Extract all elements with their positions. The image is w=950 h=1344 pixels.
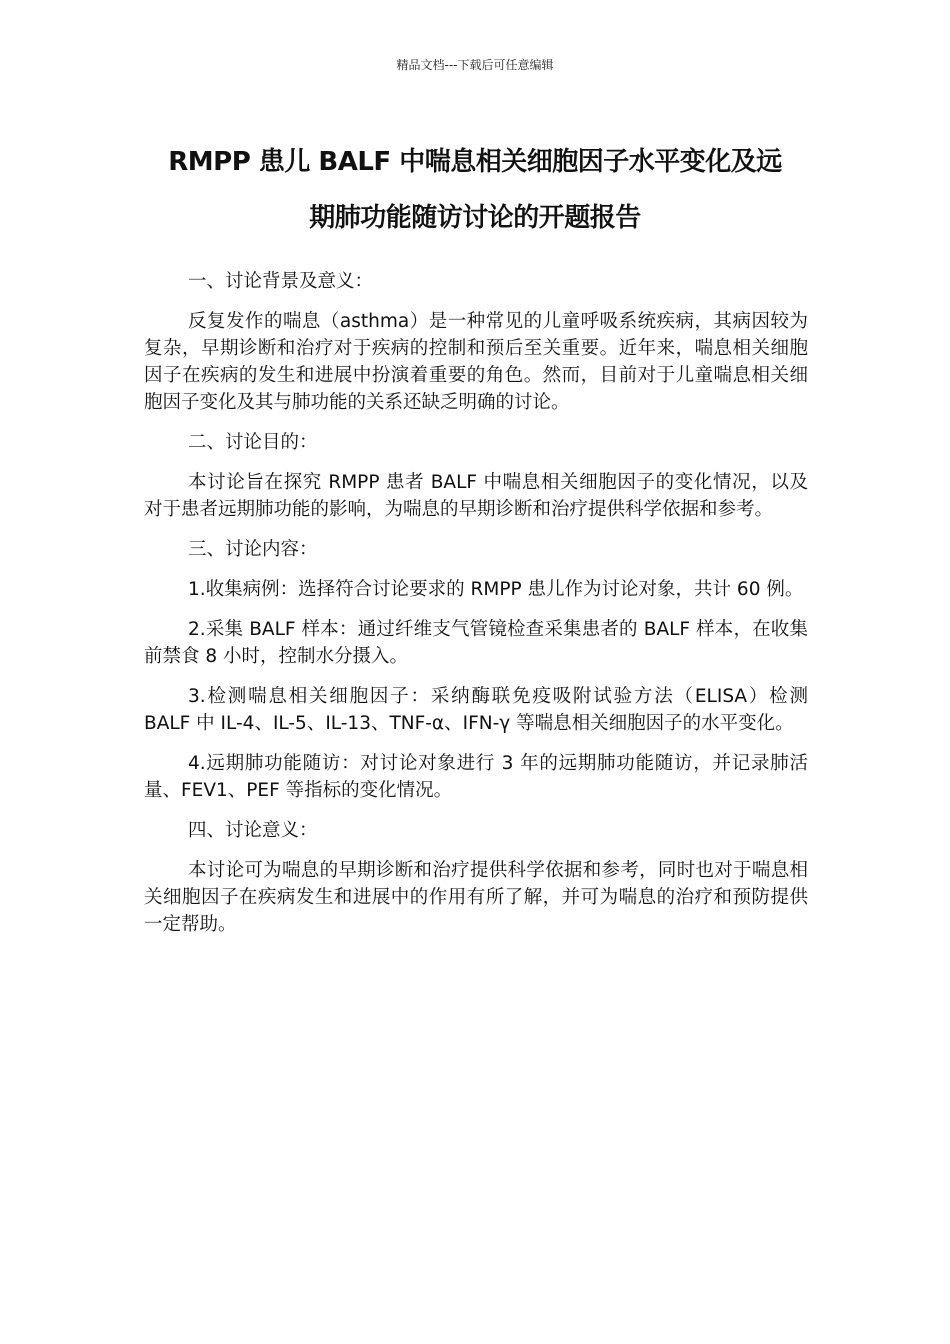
significance-paragraph: 本讨论可为喘息的早期诊断和治疗提供科学依据和参考，同时也对于喘息相关细胞因子在疾病发生和进展中的作用有所了解，并可为喘息的治疗和预防提供一定帮助。 [144, 860, 808, 935]
content-item-2: 2.采集 BALF 样本：通过纤维支气管镜检查采集患者的 BALF 样本，在收集前禁食 8 小时，控制水分摄入。 [144, 619, 808, 667]
document-title [144, 134, 806, 246]
page-header: 精品文档---下载后可任意编辑 [396, 58, 554, 72]
purpose-paragraph: 本讨论旨在探究 RMPP 患者 BALF 中喘息相关细胞因子的变化情况，以及对于患者远期肺功能的影响，为喘息的早期诊断和治疗提供科学依据和参考。 [144, 472, 808, 520]
title-line-2: 期肺功能随访讨论的开题报告 [309, 203, 641, 233]
content-item-4: 4.远期肺功能随访：对讨论对象进行 3 年的远期肺功能随访，并记录肺活量、FEV1、PEF 等指标的变化情况。 [144, 753, 808, 801]
section-heading-content: 三、讨论内容： [188, 539, 318, 560]
background-paragraph: 反复发作的喘息（asthma）是一种常见的儿童呼吸系统疾病，其病因较为复杂，早期诊断和治疗对于疾病的控制和预后至关重要。近年来，喘息相关细胞因子在疾病的发生和进展中扮演着重要的角色。然而，目前对于儿童喘息相关细胞因子变化及其与肺功能的关系还缺乏明确的讨论。 [144, 311, 808, 413]
content-item-3: 3.检测喘息相关细胞因子：采纳酶联免疫吸附试验方法（ELISA）检测 BALF 中 IL-4、IL-5、IL-13、TNF-α、IFN-γ 等喘息相关细胞因子的水平变化。 [144, 686, 808, 734]
content-item-1: 1.收集病例：选择符合讨论要求的 RMPP 患儿作为讨论对象，共计 60 例。 [188, 579, 804, 600]
title-line-1: RMPP 患儿 BALF 中喘息相关细胞因子水平变化及远 [168, 147, 782, 177]
section-heading-background: 一、讨论背景及意义： [188, 271, 374, 292]
section-heading-significance: 四、讨论意义： [188, 820, 318, 841]
document-body [144, 268, 808, 951]
section-heading-purpose: 二、讨论目的： [188, 432, 318, 453]
